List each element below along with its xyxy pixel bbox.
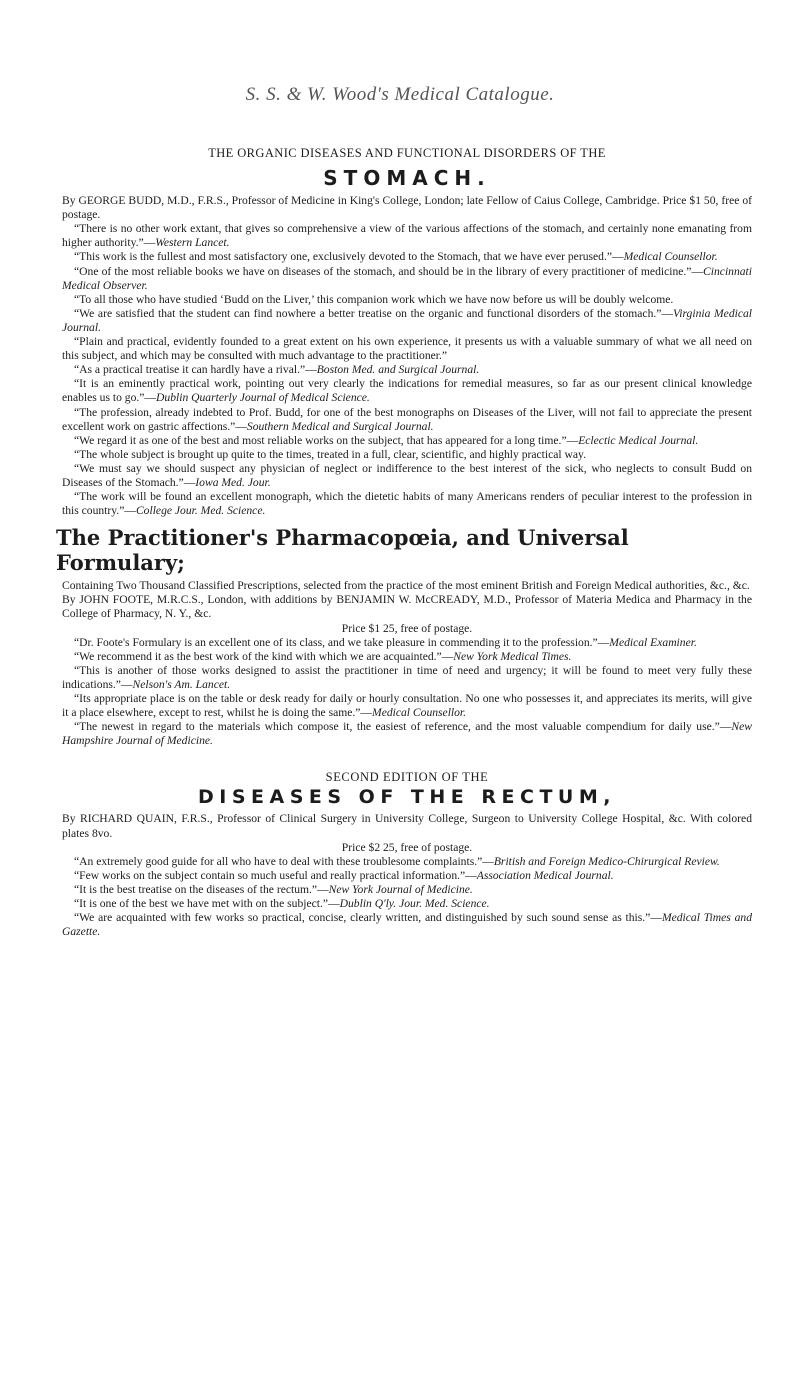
review-list [62, 636, 752, 749]
review-quote: “The newest in regard to the materials which compose it, the easiest of reference, and the most valuable compendium for daily use.”—New Hampshire Journal of Medicine. [62, 720, 752, 748]
review-quote: “This is another of those works designed to assist the practitioner in time of need and urgency; it will be found to meet very fully these indications.”—Nelson's Am. Lancet. [62, 663, 752, 691]
book-entry-pharmacopoeia [56, 525, 752, 748]
book-subtitle: Containing Two Thousand Classified Prescriptions, selected from the practice of the most eminent British and Foreign Medical authorities, &c., &c. [62, 579, 750, 593]
book-edition: SECOND EDITION OF THE [325, 770, 489, 785]
book-title: DISEASES OF THE RECTUM, [198, 786, 616, 809]
book-price: Price $1 25, free of postage. [341, 621, 473, 635]
page-content [56, 146, 753, 939]
book-entry-rectum [62, 770, 752, 939]
running-head: S. S. & W. Wood's Medical Catalogue. [245, 84, 555, 105]
book-entry-stomach [62, 146, 752, 518]
review-quote: “We recommend it as the best work of the kind with which we are acquainted.”—New York Medical Times. [74, 649, 572, 663]
review-quote: “As a practical treatise it can hardly have a rival.”—Boston Med. and Surgical Journal. [74, 363, 480, 377]
book-price: Price $2 25, free of postage. [341, 840, 473, 854]
review-list [62, 855, 752, 940]
review-quote: “The work will be found an excellent monograph, which the dietetic habits of many Americans renders of peculiar interest to the profession in this country.”—College Jour. Med. Science. [62, 490, 752, 518]
review-quote: “This work is the fullest and most satisfactory one, exclusively devoted to the Stomach, that we have ever perused.”—Medical Counsellor. [74, 250, 718, 264]
review-list [62, 222, 752, 518]
review-quote: “An extremely good guide for all who have to deal with these troublesome complaints.”—British and Foreign Medico-Chirurgical Review. [74, 854, 720, 868]
review-quote: “Dr. Foote's Formulary is an excellent one of its class, and we take pleasure in commending it to the profession.”—Medical Examiner. [74, 635, 697, 649]
review-quote: “One of the most reliable books we have on diseases of the stomach, and should be in the library of every practitioner of medicine.”—Cincinnati Medical Observer. [62, 264, 752, 292]
book-title: The Practitioner's Pharmacopœia, and Universal Formulary; [56, 525, 629, 576]
review-quote: “Plain and practical, evidently founded to a great extent on his own experience, it presents us with a valuable summary of what we all need on this subject, and which may be consulted with much advantage to the practitioner.” [62, 335, 752, 363]
review-quote: “It is the best treatise on the diseases of the rectum.”—New York Journal of Medicine. [74, 882, 473, 896]
book-heading: THE ORGANIC DISEASES AND FUNCTIONAL DISORDERS OF THE [208, 146, 606, 160]
review-quote: “The profession, already indebted to Prof. Budd, for one of the best monographs on Diseases of the Liver, will not fail to appreciate the present excellent work on gastric affections.”—Southern Medical and Surgical Journal. [62, 405, 752, 433]
review-quote: “There is no other work extant, that gives so comprehensive a view of the various affections of the stomach, and certainly none emanating from higher authority.”—Western Lancet. [62, 222, 752, 250]
review-quote: “To all those who have studied ‘Budd on the Liver,’ this companion work which we have now before us will be doubly welcome. [74, 292, 674, 306]
review-quote: “We regard it as one of the best and most reliable works on the subject, that has appeared for a long time.”—Eclectic Medical Journal. [74, 433, 699, 447]
review-quote: “It is an eminently practical work, pointing out very clearly the indications for remedial measures, so far as our present clinical knowledge enables us to go.”—Dublin Quarterly Journal of Medical Science. [62, 377, 752, 405]
review-quote: “Its appropriate place is on the table or desk ready for daily or hourly consultation. No one who possesses it, and appreciates its merits, will give it a place elsewhere, except to rest, whilst he is doing the same.”—Medical Counsellor. [62, 692, 752, 720]
review-quote: “It is one of the best we have met with on the subject.”—Dublin Q'ly. Jour. Med. Science. [74, 897, 490, 911]
book-byline: By RICHARD QUAIN, F.R.S., Professor of Clinical Surgery in University College, Surgeon to University College Hospital, &c. With colored plates 8vo. [62, 812, 752, 840]
review-quote: “We must say we should suspect any physician of neglect or indifference to the best interest of the sick, who neglects to consult Budd on Diseases of the Stomach.”—Iowa Med. Jour. [62, 461, 752, 489]
book-byline: By GEORGE BUDD, M.D., F.R.S., Professor of Medicine in King's College, London; late Fellow of Caius College, Cambridge. Price $1 50, free of postage. [62, 194, 752, 222]
book-byline: By JOHN FOOTE, M.R.C.S., London, with additions by BENJAMIN W. McCREADY, M.D., Professor of Materia Medica and Pharmacy in the College of Pharmacy, N. Y., &c. [62, 593, 752, 621]
review-quote: “The whole subject is brought up quite to the times, treated in a full, clear, scientific, and highly practical way. [74, 447, 586, 461]
review-quote: “We are satisfied that the student can find nowhere a better treatise on the organic and functional disorders of the stomach.”—Virginia Medical Journal. [62, 306, 753, 334]
review-quote: “Few works on the subject contain so much useful and really practical information.”—Association Medical Journal. [74, 868, 614, 882]
review-quote: “We are acquainted with few works so practical, concise, clearly written, and distinguished by such sound sense as this.”—Medical Times and Gazette. [62, 911, 752, 939]
book-title: STOMACH. [323, 166, 491, 191]
